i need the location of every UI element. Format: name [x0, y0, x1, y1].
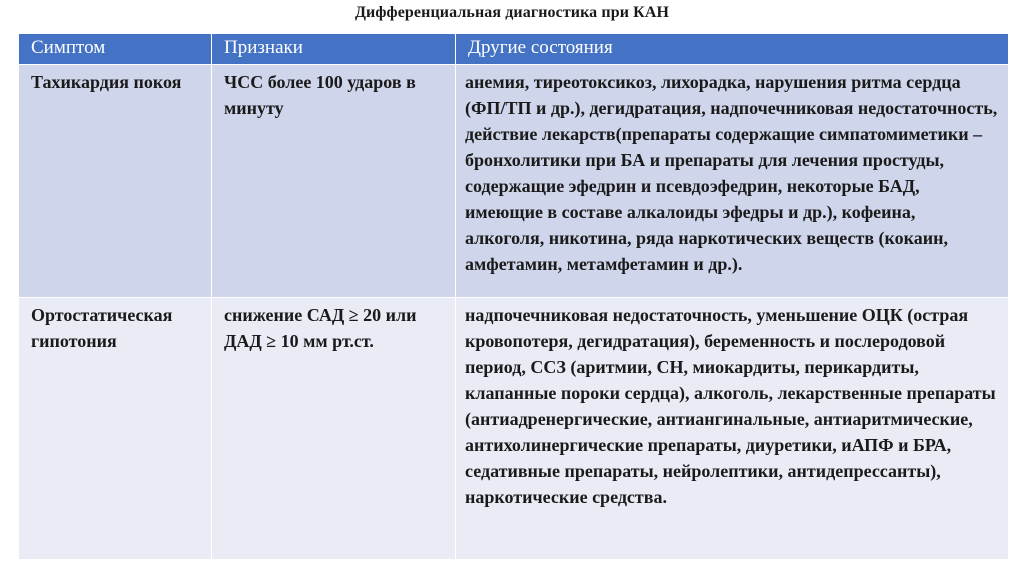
diagnosis-table: [18, 33, 1009, 560]
header-other-conditions: Другие состояния: [456, 34, 1009, 65]
cell-symptom: Ортостатическая гипотония: [19, 298, 212, 560]
page-title: Дифференциальная диагностика при КАН: [354, 4, 670, 21]
cell-other-conditions: надпочечниковая недостаточность, уменьшение ОЦК (острая кровопотеря, дегидратация), беременность и послеродовой период, ССЗ (аритмии, СН, миокардиты, перикардиты, клапанные пороки сердца), алкоголь, лекарственные препараты (антиадренергические, антиангинальные, антиаритмические, антихолинергические препараты, диуретики, иАПФ и БРА, седативные препараты, нейролептики, антидепрессанты), наркотические средства.: [456, 298, 1009, 560]
cell-signs: ЧСС более 100 ударов в минуту: [212, 65, 456, 298]
table-row: [19, 65, 1009, 298]
cell-other-conditions: анемия, тиреотоксикоз, лихорадка, нарушения ритма сердца (ФП/ТП и др.), дегидратация, надпочечниковая недостаточность, действие лекарств(препараты содержащие симпатомиметики – бронхолитики при БА и препараты для лечения простуды, содержащие эфедрин и псевдоэфедрин, некоторые БАД, имеющие в составе алкалоиды эфедры и др.), кофеина, алкоголя, никотина, ряда наркотических веществ (кокаин, амфетамин, метамфетамин и др.).: [456, 65, 1009, 298]
table-row: [19, 298, 1009, 560]
header-symptom: Симптом: [19, 34, 212, 65]
table-header-row: [19, 34, 1009, 65]
cell-symptom: Тахикардия покоя: [19, 65, 212, 298]
cell-signs: снижение САД ≥ 20 или ДАД ≥ 10 мм рт.ст.: [212, 298, 456, 560]
header-signs: Признаки: [212, 34, 456, 65]
